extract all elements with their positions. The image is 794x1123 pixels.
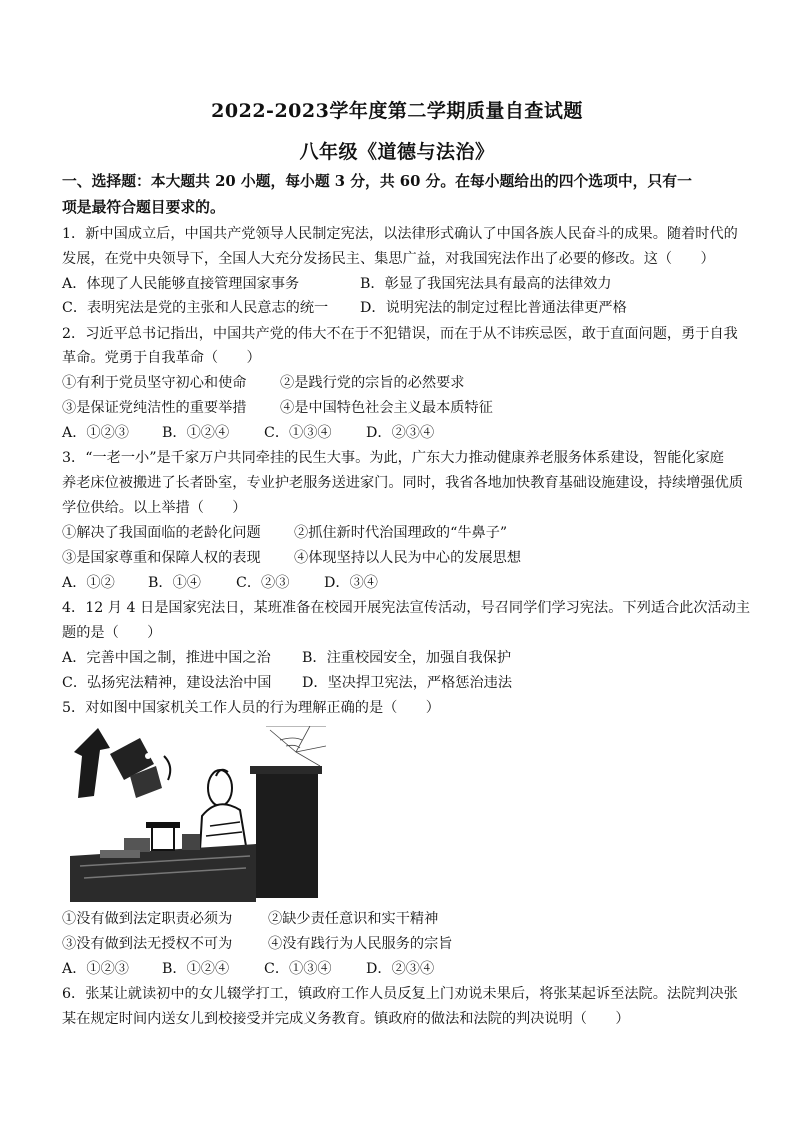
- q1-option-c: C．表明宪法是党的主张和人民意志的统一: [62, 300, 329, 316]
- exam-title: 2022-2023学年度第二学期质量自查试题: [211, 100, 583, 122]
- section-instruction-line2: 项是最符合题目要求的。: [62, 199, 225, 216]
- q3-option-b: B．①④: [148, 575, 201, 591]
- q5-option-c: C．①③④: [264, 961, 332, 977]
- section-instruction-line1: 一、选择题：本大题共 20 小题，每小题 3 分，共 60 分。在每小题给出的四个选项中，只有一: [62, 173, 692, 190]
- q2-stem-line1: 2．习近平总书记指出，中国共产党的伟大不在于不犯错误，而在于从不讳疾忌医，敢于直面问题，勇于自我: [62, 326, 738, 342]
- q3-statement-3: ③是国家尊重和保障人权的表现: [62, 550, 261, 566]
- q5-option-d: D．②③④: [366, 961, 435, 977]
- q2-statement-1: ①有利于党员坚守初心和使命: [62, 375, 247, 391]
- q2-stem-line2: 革命。党勇于自我革命（ ）: [62, 350, 261, 366]
- q4-option-b: B．注重校园安全，加强自我保护: [302, 650, 512, 666]
- q1-option-b: B．彰显了我国宪法具有最高的法律效力: [360, 276, 612, 292]
- q5-statement-4: ④没有践行为人民服务的宗旨: [268, 936, 453, 952]
- q4-option-c: C．弘扬宪法精神，建设法治中国: [62, 675, 272, 691]
- q5-option-b: B．①②④: [162, 961, 230, 977]
- q2-statement-2: ②是践行党的宗旨的必然要求: [280, 375, 465, 391]
- exam-subtitle: 八年级《道德与法治》: [299, 141, 495, 163]
- q2-statement-3: ③是保证党纯洁性的重要举措: [62, 400, 247, 416]
- q3-option-c: C．②③: [236, 575, 290, 591]
- q4-option-a: A．完善中国之制，推进中国之治: [62, 650, 271, 666]
- q3-stem-line2: 养老床位被搬进了长者卧室，专业护老服务送进家门。同时，我省各地加快教育基础设施建设，持续增强优质: [62, 475, 744, 491]
- q1-stem-line2: 发展，在党中央领导下，全国人大充分发扬民主、集思广益，对我国宪法作出了必要的修改。这（ ）: [62, 251, 715, 267]
- q2-option-c: C．①③④: [264, 425, 332, 441]
- q4-stem-line1: 4．12 月 4 日是国家宪法日，某班准备在校园开展宪法宣传活动，号召同学们学习宪法。下列适合此次活动主: [62, 600, 751, 616]
- q2-option-a: A．①②③: [62, 425, 129, 441]
- official-cartoon-image: [70, 726, 326, 902]
- q2-option-d: D．②③④: [366, 425, 435, 441]
- q3-statement-4: ④体现坚持以人民为中心的发展思想: [294, 550, 522, 566]
- q6-stem-line1: 6．张某让就读初中的女儿辍学打工，镇政府工作人员反复上门劝说未果后，将张某起诉至法院。法院判决张: [62, 986, 738, 1002]
- q1-option-d: D．说明宪法的制定过程比普通法律更严格: [360, 300, 627, 316]
- q5-statement-2: ②缺少责任意识和实干精神: [268, 911, 439, 927]
- q3-statement-1: ①解决了我国面临的老龄化问题: [62, 525, 261, 541]
- q3-option-a: A．①②: [62, 575, 115, 591]
- q5-option-a: A．①②③: [62, 961, 129, 977]
- q6-stem-line2: 某在规定时间内送女儿到校接受并完成义务教育。镇政府的做法和法院的判决说明（ ）: [62, 1011, 630, 1027]
- q3-stem-line3: 学位供给。以上举措（ ）: [62, 500, 247, 516]
- q3-option-d: D．③④: [324, 575, 378, 591]
- q2-option-b: B．①②④: [162, 425, 230, 441]
- q5-statement-3: ③没有做到法无授权不可为: [62, 936, 233, 952]
- q1-stem-line1: 1．新中国成立后，中国共产党领导人民制定宪法，以法律形式确认了中国各族人民奋斗的成果。随着时代的: [62, 226, 738, 242]
- q4-stem-line2: 题的是（ ）: [62, 625, 162, 641]
- q5-stem-line1: 5．对如图中国家机关工作人员的行为理解正确的是（ ）: [62, 700, 440, 716]
- q3-statement-2: ②抓住新时代治国理政的“牛鼻子”: [294, 525, 508, 541]
- q1-option-a: A．体现了人民能够直接管理国家事务: [62, 276, 300, 292]
- q4-option-d: D．坚决捍卫宪法，严格惩治违法: [302, 675, 513, 691]
- q3-stem-line1: 3．“一老一小”是千家万户共同牵挂的民生大事。为此，广东大力推动健康养老服务体系建设，智能化家庭: [62, 450, 724, 466]
- q5-statement-1: ①没有做到法定职责必须为: [62, 911, 233, 927]
- q2-statement-4: ④是中国特色社会主义最本质特征: [280, 400, 493, 416]
